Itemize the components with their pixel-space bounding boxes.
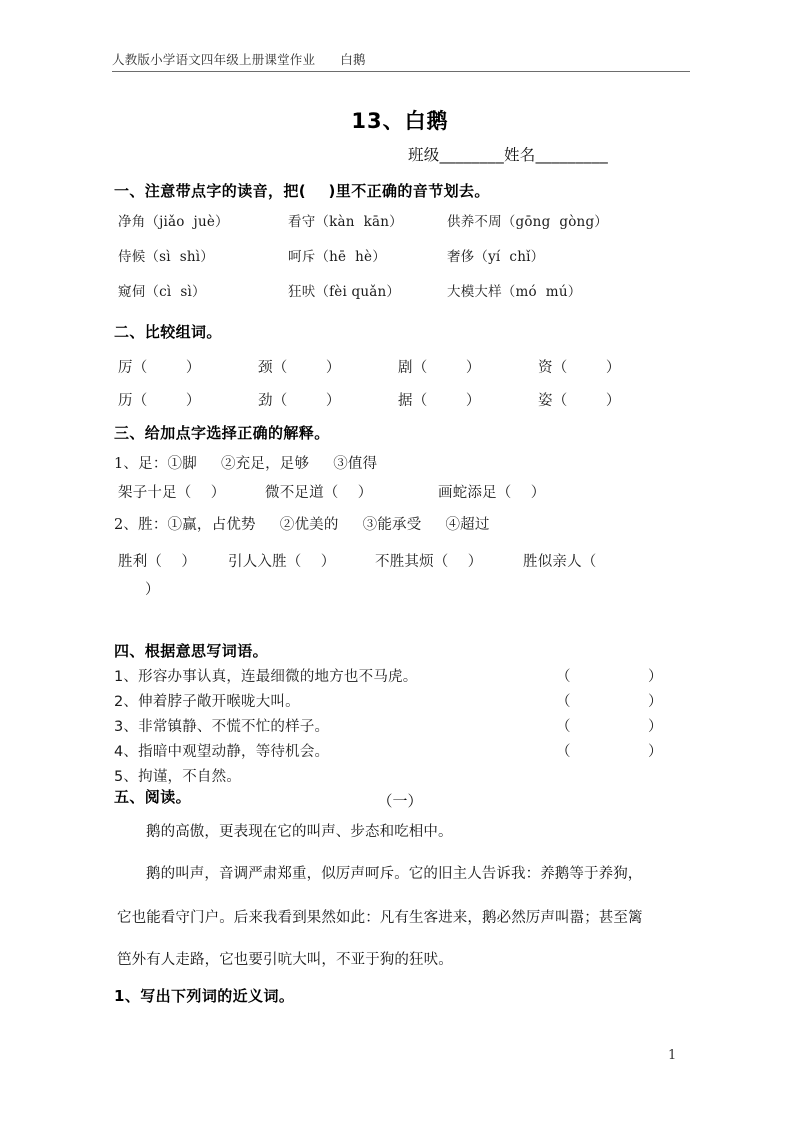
page-title: 13、白鹅 [351,109,449,133]
blank-item: 引人入胜（ ） [228,554,336,570]
meaning-item: 5、拘谨，不自然。 [114,769,242,785]
meaning-item: 1、形容办事认真，连最细微的地方也不马虎。 [114,669,418,685]
blank-item: 架子十足（ ） [118,485,226,501]
answer-paren-close: ） [648,719,663,735]
section-two-heading: 二、比较组词。 [114,323,222,341]
definition-options-zu: 1、足：①脚 ②充足，足够 ③值得 [114,456,378,472]
pinyin-item: 看守（kàn kān） [288,214,403,230]
answer-paren-open: （ [556,744,571,760]
word-pair-cell: 厉（ ） [118,360,201,376]
meaning-item: 3、非常镇静、不慌不忙的样子。 [114,719,330,735]
word-pair-cell: 剧（ ） [398,360,481,376]
running-header [112,50,690,72]
header-divider [112,71,690,72]
pinyin-item: 净角（jiǎo juè） [118,214,229,230]
pinyin-item: 呵斥（hē hè） [288,249,386,265]
blank-item: 胜利（ ） [118,554,197,570]
answer-paren-open: （ [556,719,571,735]
section-five-heading: 五、阅读。 [114,788,192,806]
meaning-item: 4、指暗中观望动静，等待机会。 [114,744,330,760]
pinyin-item: 大模大样（mó mú） [447,284,582,300]
pinyin-item: 狂吠（fèi quǎn） [288,284,401,300]
reading-question-one: 1、写出下列词的近义词。 [114,987,295,1005]
pinyin-item: 侍候（sì shì） [118,249,214,265]
blank-item: 画蛇添足（ ） [438,485,546,501]
passage-paragraph: 笆外有人走路，它也要引吭大叫，不亚于狗的狂吠。 [117,952,453,968]
blank-item: 不胜其烦（ ） [375,554,483,570]
passage-label: （一） [377,792,423,810]
word-pair-cell: 历（ ） [118,393,201,409]
word-pair-cell: 资（ ） [538,360,621,376]
student-info-line: 班级________姓名_________ [408,146,609,164]
answer-paren-open: （ [556,694,571,710]
passage-paragraph: 它也能看守门户。后来我看到果然如此：凡有生客进来，鹅必然厉声叫嚣；甚至篱 [117,910,643,926]
pinyin-item: 奢侈（yí chǐ） [447,249,545,265]
blank-item: 胜似亲人（ [523,554,597,570]
section-one-heading: 一、注意带点字的读音，把( )里不正确的音节划去。 [114,182,490,200]
blank-item: 微不足道（ ） [265,485,373,501]
word-pair-cell: 据（ ） [398,393,481,409]
header-breadcrumb: 人教版小学语文四年级上册课堂作业 白鹅 [112,52,366,67]
passage-paragraph: 鹅的高傲，更表现在它的叫声、步态和吃相中。 [146,824,453,840]
word-pair-cell: 姿（ ） [538,393,621,409]
meaning-item: 2、伸着脖子敞开喉咙大叫。 [114,694,300,710]
pinyin-item: 窥伺（cì sì） [118,284,206,300]
page-number: 1 [668,1048,677,1063]
answer-paren-close: ） [648,744,663,760]
pinyin-item: 供养不周（gōng gòng） [447,214,608,230]
word-pair-cell: 颈（ ） [258,360,341,376]
section-four-heading: 四、根据意思写词语。 [114,642,269,660]
answer-paren-close: ） [648,694,663,710]
answer-paren-close: ） [648,669,663,685]
section-three-heading: 三、给加点字选择正确的解释。 [114,424,330,442]
answer-paren-open: （ [556,669,571,685]
definition-options-sheng: 2、胜：①赢，占优势 ②优美的 ③能承受 ④超过 [114,517,490,533]
blank-item-wrap: ） [145,582,160,598]
passage-paragraph: 鹅的叫声，音调严肃郑重，似厉声呵斥。它的旧主人告诉我：养鹅等于养狗， [146,866,643,882]
word-pair-cell: 劲（ ） [258,393,341,409]
